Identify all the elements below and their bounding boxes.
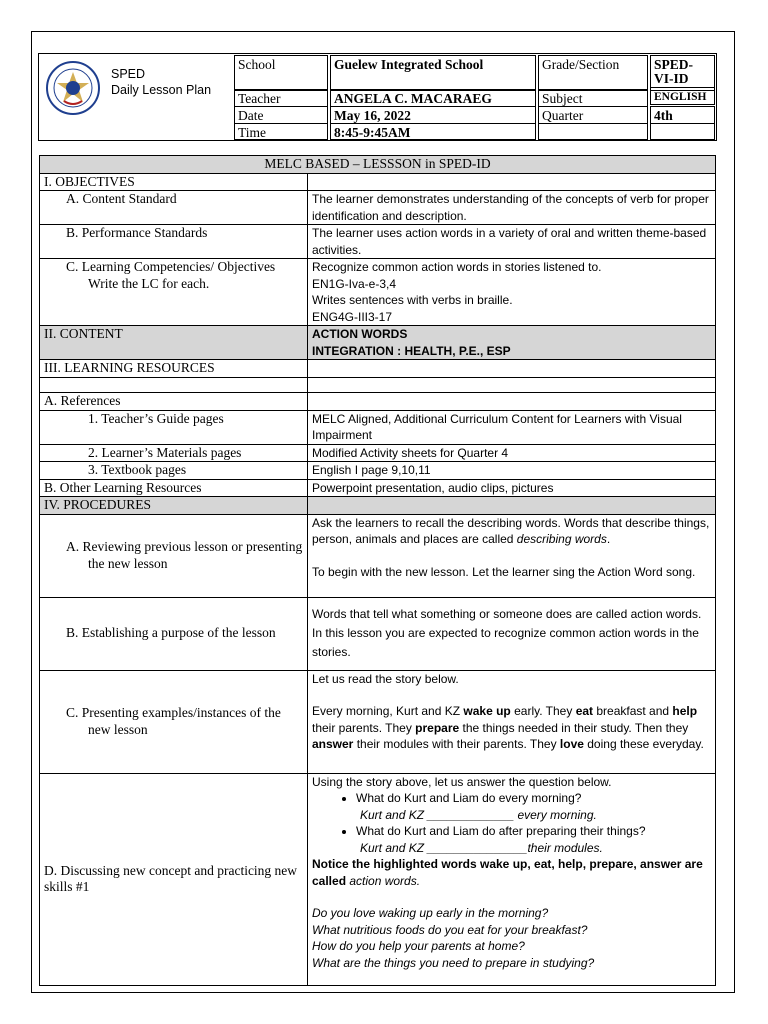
proc-a-label (40, 514, 308, 597)
reflection-question: What are the things you need to prepare in studying? (312, 955, 595, 970)
competency-line: ENG4G-III3-17 (312, 309, 393, 324)
story-text: their modules with their parents. They (353, 737, 560, 751)
question-list (312, 790, 711, 807)
proc-c-label-text: C. Presenting examples/instances of the new lesson (66, 705, 281, 737)
proc-b-label-text: B. Establishing a purpose of the lesson (66, 625, 276, 641)
question-item (356, 823, 711, 840)
reflection-question: Do you love waking up early in the morning? (312, 906, 549, 920)
subject-label: Subject (538, 89, 648, 107)
lesson-plan-table (39, 155, 716, 986)
question-2: What do Kurt and Liam do after preparing their things? (356, 824, 646, 838)
story-highlight: eat (575, 704, 594, 718)
document-title (111, 66, 211, 98)
content-standard-label: A. Content Standard (40, 191, 308, 225)
tb-label: 3. Textbook pages (40, 462, 308, 480)
empty-cell (308, 173, 716, 191)
competency-line: Writes sentences with verbs in braille. (312, 293, 513, 307)
school-value: Guelew Integrated School (330, 55, 536, 91)
content-heading: II. CONTENT (40, 326, 308, 360)
other-label: B. Other Learning Resources (40, 479, 308, 497)
question-list (312, 823, 711, 840)
proc-c-label (40, 670, 308, 773)
proc-a-label-text: A. Reviewing previous lesson or presenting the new lesson (66, 539, 303, 571)
time-label: Time (234, 123, 328, 140)
lm-label: 2. Learner’s Materials pages (40, 444, 308, 462)
competency-line: Recognize common action words in stories listened to. (312, 260, 602, 274)
empty-cell (308, 497, 716, 515)
story-text: the things needed in their study. Then they (459, 720, 689, 735)
story-text: their parents. They (312, 720, 416, 735)
proc-a-p1-end: . (606, 532, 611, 546)
lm-value: Modified Activity sheets for Quarter 4 (308, 444, 716, 462)
proc-a-paragraph-2: To begin with the new lesson. Let the learner sing the Action Word song. (312, 564, 696, 579)
story-text: breakfast and (593, 704, 673, 718)
quarter-value: 4th (650, 106, 715, 124)
tb-value: English I page 9,10,11 (308, 462, 716, 480)
notice-text: Notice the highlighted words wake up, eat, help, prepare, answer are called (312, 857, 703, 888)
notice-italic: action words. (349, 873, 421, 888)
proc-c-intro: Let us read the story below. (312, 671, 459, 686)
proc-a-p1: Ask the learners to recall the describing words. Words that describe things, person, animals and places are called (312, 515, 710, 546)
proc-c-value (308, 670, 716, 773)
subject-value: ENGLISH (650, 87, 715, 105)
title-line-2: Daily Lesson Plan (111, 83, 212, 97)
title-line-1: SPED (111, 67, 146, 81)
content-value (308, 326, 716, 360)
empty-cell (538, 123, 648, 140)
story-highlight: love (559, 737, 584, 751)
story-text: Every morning, Kurt and KZ (312, 704, 464, 718)
competency-line: EN1G-Iva-e-3,4 (312, 276, 397, 291)
story-highlight: help (672, 704, 698, 718)
resources-heading: III. LEARNING RESOURCES (40, 360, 308, 378)
content-line-1: ACTION WORDS (312, 327, 408, 341)
story-highlight: prepare (415, 720, 460, 735)
grade-label: Grade/Section (538, 55, 648, 91)
grade-value-line-2: VI-ID (654, 71, 689, 86)
performance-label: B. Performance Standards (40, 225, 308, 259)
tg-label: 1. Teacher’s Guide pages (40, 410, 308, 444)
question-1: What do Kurt and Liam do every morning? (356, 791, 582, 805)
proc-a-p1-italic: describing words (516, 532, 607, 546)
school-label: School (234, 55, 328, 91)
grade-value-line-1: SPED- (654, 57, 694, 72)
empty-cell (650, 123, 715, 140)
proc-d-value (308, 773, 716, 985)
story-text: doing these everyday. (583, 737, 704, 751)
content-line-2: INTEGRATION : HEALTH, P.E., ESP (312, 343, 511, 358)
proc-d-label: D. Discussing new concept and practicing new skills #1 (40, 773, 308, 985)
empty-cell (40, 378, 308, 393)
competencies-label (40, 259, 308, 326)
story-paragraph (312, 703, 711, 753)
time-value: 8:45-9:45AM (330, 123, 536, 140)
proc-b-label (40, 597, 308, 670)
proc-d-intro: Using the story above, let us answer the question below. (312, 774, 612, 789)
date-value: May 16, 2022 (330, 106, 536, 124)
competencies-label-text: C. Learning Competencies/ Objectives Write the LC for each. (66, 259, 276, 291)
proc-b-value: Words that tell what something or someone does are called action words. In this lesson you are expected to recognize common action words in the stories. (308, 597, 716, 670)
notice-paragraph (312, 856, 711, 889)
other-value: Powerpoint presentation, audio clips, pictures (308, 479, 716, 497)
performance-value: The learner uses action words in a variety of oral and written theme-based activities. (308, 225, 716, 259)
empty-cell (308, 393, 716, 411)
teacher-label: Teacher (234, 89, 328, 107)
question-item (356, 790, 711, 807)
reflection-question: What nutritious foods do you eat for your breakfast? (312, 922, 588, 937)
question-1-answer: Kurt and KZ _____________ every morning. (360, 807, 597, 822)
references-label: A. References (40, 393, 308, 411)
table-banner: MELC BASED – LESSSON in SPED-ID (40, 156, 716, 174)
grade-value (650, 55, 715, 91)
empty-cell (308, 378, 716, 393)
procedures-heading: IV. PROCEDURES (40, 497, 308, 515)
tg-value: MELC Aligned, Additional Curriculum Content for Learners with Visual Impairment (308, 410, 716, 444)
question-2-answer: Kurt and KZ _______________their modules. (360, 840, 603, 855)
empty-cell (308, 360, 716, 378)
story-highlight: wake up (463, 704, 511, 718)
story-highlight: answer (312, 737, 354, 751)
story-text: early. They (510, 704, 576, 718)
reflection-question: How do you help your parents at home? (312, 939, 525, 953)
objectives-heading: I. OBJECTIVES (40, 173, 308, 191)
competencies-value (308, 259, 716, 326)
deped-seal-icon (46, 61, 100, 115)
date-label: Date (234, 106, 328, 124)
proc-a-paragraph-1 (312, 515, 711, 548)
proc-a-value (308, 514, 716, 597)
teacher-value: ANGELA C. MACARAEG (330, 89, 536, 107)
content-standard-value: The learner demonstrates understanding of the concepts of verb for proper identification and description. (308, 191, 716, 225)
quarter-label: Quarter (538, 106, 648, 124)
